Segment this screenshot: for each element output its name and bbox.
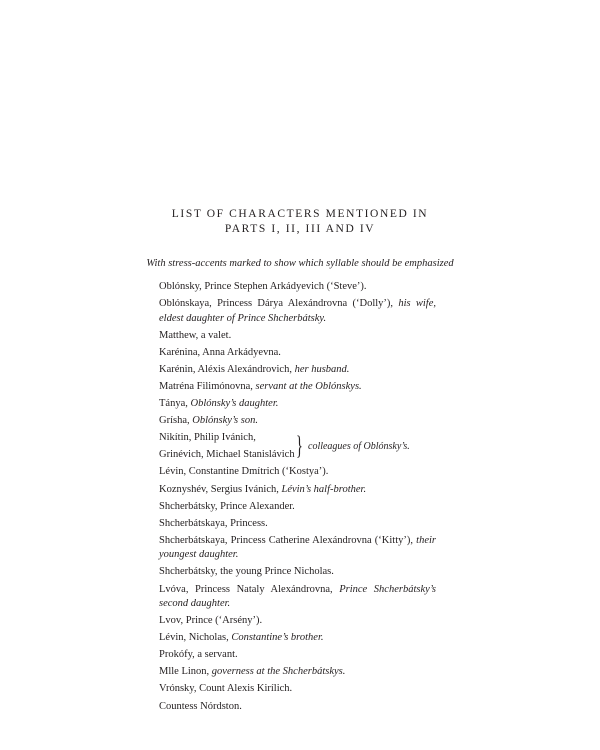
character-entry — [159, 448, 299, 463]
character-name: Oblónskaya, Princess Dárya Alexándrovna (‘Dolly’), — [159, 298, 394, 310]
colleagues-group — [159, 431, 436, 463]
character-description: his wife, eldest daughter of Prince Shcherbátsky. — [159, 298, 436, 324]
character-name: Grinévich, Michael Stanislávich — [159, 449, 295, 461]
character-entry — [159, 665, 436, 680]
character-name: Nikítin, Philip Ivánich, — [159, 432, 256, 444]
character-entry — [159, 534, 436, 563]
character-name: Shcherbátskaya, Princess. — [159, 517, 268, 529]
character-name: Lvov, Prince (‘Arsény’). — [159, 615, 263, 627]
character-name: Shcherbátskaya, Princess Catherine Alexándrovna (‘Kitty’), — [159, 534, 413, 546]
character-name: Mlle Linon, — [159, 666, 210, 678]
character-entry — [159, 397, 436, 412]
character-entry — [159, 414, 436, 429]
character-entry — [159, 648, 436, 663]
character-name: Prokófy, a servant. — [159, 649, 238, 661]
character-entry — [159, 631, 436, 646]
character-entry — [159, 517, 436, 532]
page-heading-line-2: PARTS I, II, III AND IV — [224, 223, 376, 235]
character-description: governess at the Shcherbátskys. — [211, 666, 346, 678]
character-entry — [159, 431, 299, 446]
character-entry — [159, 346, 436, 361]
character-entry — [159, 329, 436, 344]
character-entry — [159, 500, 436, 515]
character-entry — [159, 583, 436, 612]
character-entry — [159, 297, 436, 326]
character-description: her husband. — [294, 363, 350, 375]
character-description: Prince Shcherbátsky’s second daughter. — [159, 583, 436, 609]
character-entry — [159, 565, 436, 580]
character-name: Vrónsky, Count Alexis Kirílich. — [159, 683, 293, 695]
character-name: Karénin, Aléxis Alexándrovich, — [159, 363, 292, 375]
character-description: servant at the Oblónskys. — [255, 380, 362, 392]
character-name: Tánya, — [159, 398, 188, 410]
character-name: Lvóva, Princess Nataly Alexándrovna, — [159, 583, 333, 595]
page-heading-line-1: LIST OF CHARACTERS MENTIONED IN — [171, 208, 429, 220]
character-entry — [159, 465, 436, 480]
character-description: their youngest daughter. — [159, 534, 436, 561]
character-name: Shcherbátsky, Prince Alexander. — [159, 500, 295, 512]
character-entry — [159, 483, 436, 498]
character-entry — [159, 380, 436, 395]
character-entry — [159, 700, 436, 715]
character-description: Oblónsky’s son. — [192, 415, 258, 427]
character-entry — [159, 682, 436, 697]
character-name: Shcherbátsky, the young Prince Nicholas. — [159, 566, 334, 578]
character-list — [159, 280, 436, 717]
character-name: Lévin, Constantine Dmítrich (‘Kostya’). — [159, 466, 329, 478]
page-subtitle: With stress-accents marked to show which syllable should be emphasized — [146, 258, 454, 269]
character-name: Countess Nórdston. — [159, 700, 242, 712]
character-description: Constantine’s brother. — [231, 632, 324, 644]
character-name: Koznyshév, Sergius Ivánich, — [159, 483, 279, 495]
right-brace-icon: } — [296, 431, 303, 461]
character-entry — [159, 363, 436, 378]
character-name: Karénina, Anna Arkádyevna. — [159, 346, 281, 358]
character-entry — [159, 280, 436, 295]
character-name: Matréna Filimónovna, — [159, 380, 253, 392]
character-name: Lévin, Nicholas, — [159, 632, 229, 644]
character-description: Oblónsky’s daughter. — [190, 398, 279, 410]
character-name: Matthew, a valet. — [159, 329, 232, 341]
character-name: Grísha, — [159, 415, 190, 427]
character-entry — [159, 614, 436, 629]
character-description: Lévin’s half-brother. — [281, 483, 367, 495]
colleagues-note: colleagues of Oblónsky’s. — [308, 441, 410, 453]
character-name: Oblónsky, Prince Stephen Arkádyevich (‘Steve’). — [159, 281, 367, 292]
